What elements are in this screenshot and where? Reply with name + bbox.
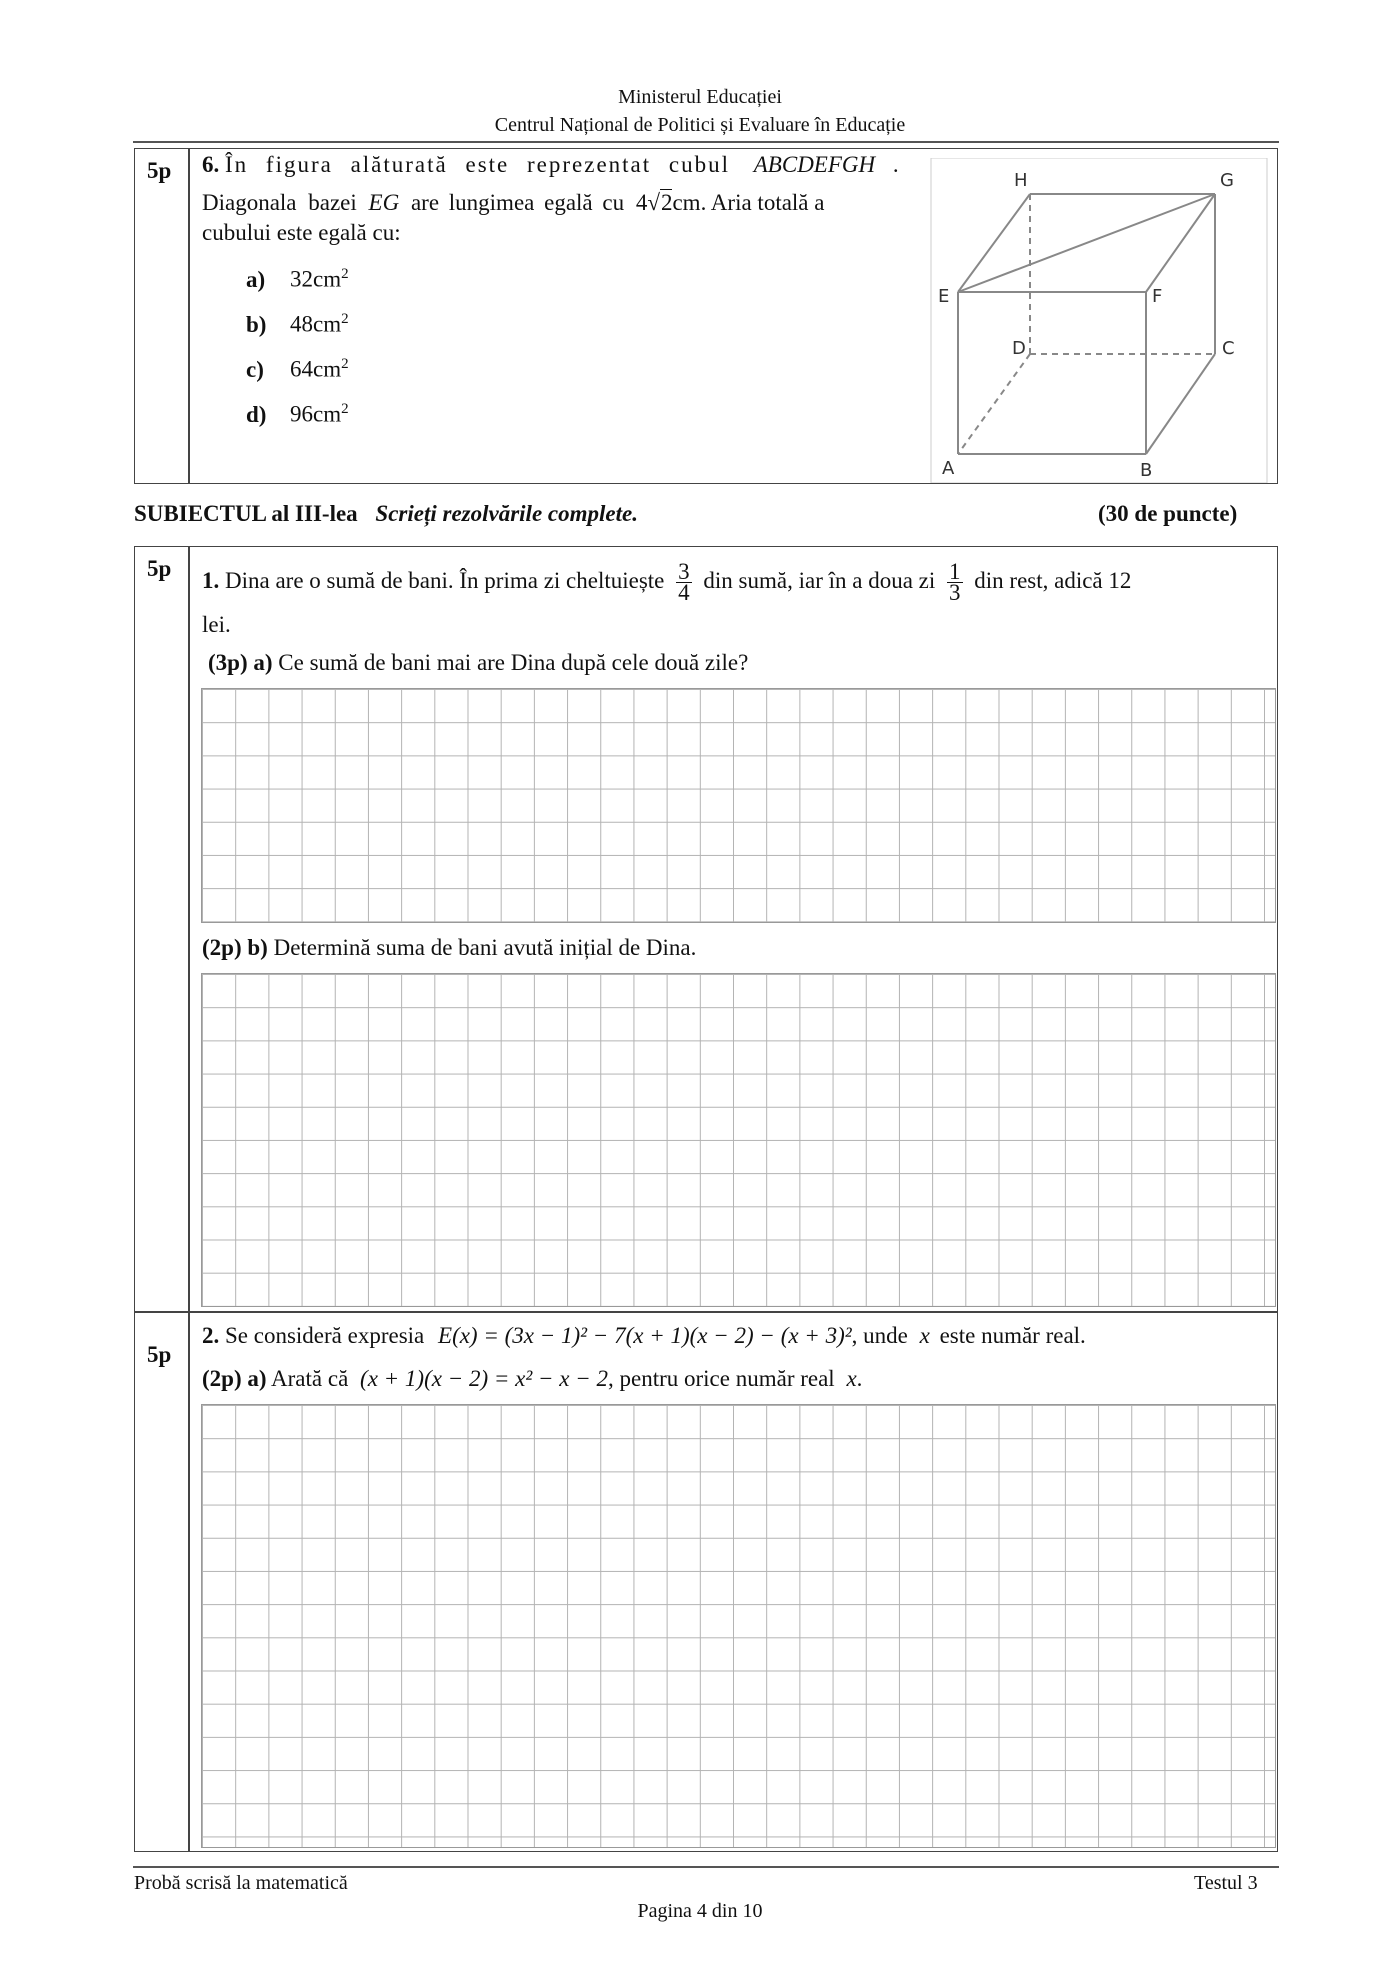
problem2-part-a — [202, 1364, 862, 1394]
cube-figure — [930, 158, 1275, 483]
section3-heading — [134, 499, 638, 529]
problem1-points: 5p — [147, 556, 172, 581]
label-F: F — [1152, 286, 1163, 307]
option-d-exp: 2 — [341, 401, 349, 417]
fraction-one-third — [947, 559, 963, 605]
fraction-three-quarters — [676, 559, 692, 605]
option-d-label: d) — [246, 401, 267, 427]
answer-grid-1a[interactable] — [201, 688, 1276, 923]
item6-points: 5p — [147, 158, 172, 183]
section3-title: SUBIECTUL al III-lea — [134, 501, 358, 526]
part-a-text: Ce sumă de bani mai are Dina după cele două zile? — [278, 650, 749, 675]
option-c-value: 64cm — [290, 356, 342, 382]
item6-number: 6. — [202, 152, 220, 177]
problem1-text-d: lei. — [202, 612, 231, 637]
figure-frame — [931, 158, 1267, 483]
problem2-var: x — [919, 1323, 930, 1348]
section3-instruction: Scrieți rezolvările complete. — [375, 501, 638, 526]
problem-separator — [134, 1311, 1278, 1313]
option-b-exp: 2 — [341, 311, 349, 327]
option-a-exp: 2 — [341, 266, 349, 282]
item6-len-rad: 2 — [660, 190, 673, 215]
answer-grid-2a[interactable] — [201, 1404, 1276, 1848]
problems-points-divider — [188, 546, 190, 1852]
part-b-points: (2p) — [202, 935, 242, 960]
item6-period: . — [892, 152, 899, 177]
p2-part-a-var: x — [846, 1366, 857, 1391]
item6-text2a: Diagonala bazei — [202, 190, 357, 215]
footer-rule — [133, 1866, 1279, 1868]
part-b-label: b) — [247, 935, 268, 960]
header-ministry: Ministerul Educației — [618, 86, 782, 108]
footer-right: Testul 3 — [1194, 1872, 1258, 1894]
item6-length: 4√2cm — [635, 190, 701, 215]
problem2-number: 2. — [202, 1323, 220, 1348]
section3-points: (30 de puncte) — [1098, 501, 1238, 526]
problem1-part-b — [202, 933, 696, 963]
item6-line3: cubului este egală cu: — [202, 220, 401, 245]
frac2-den: 3 — [949, 580, 961, 605]
frac2-num: 1 — [949, 559, 961, 584]
part-b-text: Determină suma de bani avută inițial de Dina. — [273, 935, 697, 960]
item6-option-a — [246, 266, 349, 293]
problem2-text-a: Se consideră expresia — [225, 1323, 425, 1348]
item6-len-coef: 4 — [635, 190, 648, 215]
label-A: A — [942, 458, 955, 479]
label-C: C — [1222, 338, 1235, 359]
problem2-text-c: este număr real. — [939, 1323, 1086, 1348]
item6-option-b — [246, 311, 349, 338]
option-b-value: 48cm — [290, 311, 342, 337]
problem1-part-a — [208, 648, 748, 678]
problem2-statement — [202, 1321, 1086, 1351]
item6-option-d — [246, 401, 349, 428]
item6-diag: EG — [368, 190, 400, 215]
item6-points-divider — [188, 148, 190, 484]
part-a-points: (3p) — [208, 650, 248, 675]
p2-part-a-text2: , pentru orice număr real — [608, 1366, 835, 1391]
label-B: B — [1140, 460, 1153, 481]
answer-grid-1b[interactable] — [201, 973, 1276, 1307]
p2-part-a-text: Arată că — [271, 1366, 349, 1391]
header-rule — [133, 141, 1279, 143]
label-H: H — [1014, 170, 1028, 191]
problem1-text-a: Dina are o sumă de bani. În prima zi cheltuiește — [225, 567, 665, 593]
label-E: E — [938, 286, 950, 307]
header-center: Centrul Național de Politici și Evaluare în Educație — [494, 114, 906, 136]
p2-part-a-label: a) — [247, 1366, 267, 1391]
item6-len-unit: cm — [672, 190, 701, 215]
option-a-value: 32cm — [290, 266, 342, 292]
option-b-label: b) — [246, 311, 267, 337]
item6-option-c — [246, 356, 349, 383]
problem1-text-c: din rest, adică 12 — [974, 567, 1132, 593]
problem2-expression: E(x) = (3x − 1)² − 7(x + 1)(x − 2) − (x + 3)² — [438, 1323, 852, 1348]
item6-text2c: . Aria totală a — [700, 190, 825, 215]
item6-text1: În figura alăturată este reprezentat cubul — [225, 152, 730, 177]
option-c-label: c) — [246, 356, 264, 382]
p2-part-a-end: . — [856, 1366, 863, 1391]
problem2-points: 5p — [147, 1342, 172, 1367]
frac1-den: 4 — [678, 580, 690, 605]
option-c-exp: 2 — [341, 356, 349, 372]
problem1-statement — [202, 559, 1268, 605]
label-D: D — [1012, 338, 1026, 359]
frac1-num: 3 — [678, 559, 690, 584]
item6-line1 — [202, 150, 912, 180]
item6-line2 — [202, 188, 824, 218]
problem2-text-b: , unde — [851, 1323, 908, 1348]
part-a-label: a) — [253, 650, 273, 675]
item6-cube-name: ABCDEFGH — [753, 152, 876, 177]
problem1-text-b: din sumă, iar în a doua zi — [703, 567, 936, 593]
footer-page: Pagina 4 din 10 — [637, 1900, 763, 1922]
item6-text2b: are lungimea egală cu — [410, 190, 625, 215]
footer-left: Probă scrisă la matematică — [134, 1872, 348, 1894]
option-a-label: a) — [246, 266, 266, 292]
p2-identity: (x + 1)(x − 2) = x² − x − 2 — [360, 1366, 608, 1391]
label-G: G — [1220, 170, 1234, 191]
p2-part-a-points: (2p) — [202, 1366, 242, 1391]
problem1-number: 1. — [202, 567, 220, 593]
option-d-value: 96cm — [290, 401, 342, 427]
